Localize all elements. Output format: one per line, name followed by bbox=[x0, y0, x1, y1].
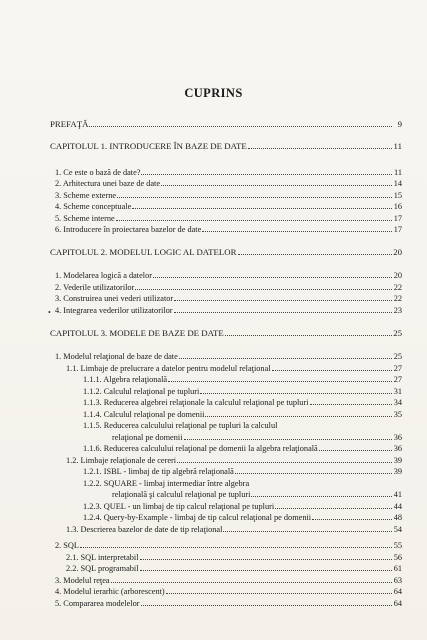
toc-entry-label: 5. Scheme interne bbox=[55, 214, 115, 223]
toc-page-number: 22 bbox=[393, 294, 402, 303]
toc-page-number: 61 bbox=[393, 564, 402, 573]
toc-page-number: 55 bbox=[393, 541, 402, 550]
dot-leader bbox=[153, 277, 392, 278]
toc-entry-label: 1. Ce este o bază de date? bbox=[55, 168, 141, 177]
dot-leader bbox=[223, 531, 392, 532]
toc-page-number: 27 bbox=[393, 364, 402, 373]
toc-page-number: 64 bbox=[393, 587, 402, 596]
toc-chapter-row bbox=[50, 247, 402, 258]
toc-entry-label: 1.2.3. QUEL - un limbaj de tip calcul relaţional pe tupluri bbox=[83, 502, 275, 511]
toc-page-number: 9 bbox=[397, 119, 402, 129]
toc-entry-label: 1. Modelul relaţional de baze de date bbox=[55, 352, 178, 361]
toc-entry-label: 3. Modelul reţea bbox=[55, 576, 110, 585]
dot-leader bbox=[166, 593, 392, 594]
dot-leader bbox=[200, 393, 392, 394]
toc-page-number: 44 bbox=[393, 502, 402, 511]
toc-entry-label: CAPITOLUL 3. MODELE DE BAZE DE DATE bbox=[50, 328, 224, 338]
toc-row bbox=[83, 386, 402, 397]
toc-row bbox=[55, 270, 402, 281]
toc-page-number: 35 bbox=[393, 410, 402, 419]
toc-row bbox=[55, 190, 402, 201]
toc-page-number: 15 bbox=[393, 191, 402, 200]
toc-page-number: 63 bbox=[393, 576, 402, 585]
toc-row bbox=[55, 305, 402, 316]
dot-leader bbox=[202, 231, 392, 232]
toc-page-number: 14 bbox=[393, 179, 402, 188]
toc-entry-label: CAPITOLUL 2. MODELUL LOGIC AL DATELOR bbox=[50, 247, 237, 257]
toc-row bbox=[55, 178, 402, 189]
toc-entry-label: 2. Arhitectura unei baze de date bbox=[55, 179, 161, 188]
dot-leader bbox=[80, 547, 392, 548]
toc-entry-label: 1.1.2. Calculul relaţional pe tupluri bbox=[83, 387, 200, 396]
toc-entry-label: 1.1.6. Reducerea calculului relaţional pe domenii la algebra relaţională bbox=[83, 444, 318, 453]
toc-entry-label: relaţional pe domenii bbox=[112, 433, 183, 442]
toc-row bbox=[55, 575, 402, 586]
toc-page-number: 16 bbox=[393, 202, 402, 211]
toc-entry-label: 1.2. Limbaje relaţionale de cereri bbox=[66, 456, 177, 465]
toc-entry-label: 5. Compararea modelelor bbox=[55, 599, 140, 608]
margin-mark: • bbox=[48, 308, 51, 317]
toc-entry-label: 1.2.4. Query-by-Example - limbaj de tip calcul relaţional pe domenii bbox=[83, 513, 312, 522]
dot-leader bbox=[310, 404, 392, 405]
toc-entry-label: 1.1.4. Calculul relaţional pe domenii bbox=[83, 410, 205, 419]
toc-entry-label: 2. Vederile utilizatorilor bbox=[55, 283, 135, 292]
dot-leader bbox=[135, 289, 392, 290]
toc-page-number: 39 bbox=[393, 456, 402, 465]
toc-page-number: 25 bbox=[393, 328, 402, 338]
toc-row bbox=[55, 167, 402, 178]
toc-row bbox=[55, 213, 402, 224]
toc-entry-label: 2.2. SQL programabil bbox=[66, 564, 139, 573]
toc-row bbox=[66, 524, 402, 535]
toc-chapter-row bbox=[50, 119, 402, 130]
toc-entry-label: 1.1.5. Reducerea calculului relaţional pe tupluri la calculul bbox=[83, 421, 278, 430]
toc-page-number: 31 bbox=[393, 387, 402, 396]
dot-leader bbox=[177, 462, 392, 463]
toc-row bbox=[83, 443, 402, 454]
toc-row bbox=[83, 397, 402, 408]
toc-page-number: 20 bbox=[393, 271, 402, 280]
toc-row bbox=[55, 540, 402, 551]
dot-leader bbox=[179, 358, 392, 359]
toc-entry-label: PREFAŢĂ bbox=[50, 119, 89, 129]
toc-row bbox=[55, 586, 402, 597]
toc-page-number: 22 bbox=[393, 283, 402, 292]
toc-row bbox=[55, 293, 402, 304]
dot-leader bbox=[319, 450, 392, 451]
dot-leader bbox=[238, 254, 392, 255]
toc-entry-label: 6. Introducere în proiectarea bazelor de date bbox=[55, 225, 202, 234]
toc-entry-label: relaţională şi calculul relaţional pe tupluri bbox=[112, 490, 251, 499]
toc-entry-label: 4. Integrarea vederilor utilizatorilor bbox=[55, 306, 173, 315]
toc-row bbox=[83, 512, 402, 523]
toc-page-number: 17 bbox=[393, 214, 402, 223]
toc-row bbox=[66, 552, 402, 563]
dot-leader bbox=[140, 570, 392, 571]
toc-entry-label: 2. SQL bbox=[55, 541, 79, 550]
toc-page-number: 56 bbox=[393, 553, 402, 562]
toc-row bbox=[55, 201, 402, 212]
toc-page-number: 64 bbox=[393, 599, 402, 608]
toc-row bbox=[66, 363, 402, 374]
dot-leader bbox=[161, 185, 392, 186]
toc-entry-label: CAPITOLUL 1. INTRODUCERE ÎN BAZE DE DATE bbox=[50, 141, 247, 151]
toc-row bbox=[83, 420, 402, 431]
toc-page-number: 25 bbox=[393, 352, 402, 361]
toc-row bbox=[83, 501, 402, 512]
toc-page-number: 54 bbox=[393, 525, 402, 534]
toc-entry-label: 3. Construirea unei vederi utilizator bbox=[55, 294, 174, 303]
toc-entry-label: 3. Scheme externe bbox=[55, 191, 117, 200]
toc-page-number: 34 bbox=[393, 398, 402, 407]
toc-row bbox=[83, 374, 402, 385]
toc-row bbox=[55, 351, 402, 362]
dot-leader bbox=[251, 496, 392, 497]
toc-page-number: 41 bbox=[393, 490, 402, 499]
toc-row bbox=[83, 466, 402, 477]
dot-leader bbox=[116, 220, 392, 221]
toc-entry-label: 1.2.1. ISBL - limbaj de tip algebră relaţională bbox=[83, 467, 234, 476]
toc-page-number: 36 bbox=[393, 433, 402, 442]
dot-leader bbox=[174, 312, 393, 313]
dot-leader bbox=[132, 208, 392, 209]
toc-entry-label: 1.1. Limbaje de prelucrare a datelor pentru modelul relaţional bbox=[66, 364, 271, 373]
toc-page-number: 27 bbox=[393, 375, 402, 384]
dot-leader bbox=[248, 148, 392, 149]
toc-page-number: 23 bbox=[393, 306, 402, 315]
dot-leader bbox=[141, 174, 392, 175]
dot-leader bbox=[168, 381, 392, 382]
toc-page-number: 17 bbox=[393, 225, 402, 234]
toc-page-number: 39 bbox=[393, 467, 402, 476]
dot-leader bbox=[89, 126, 392, 127]
dot-leader bbox=[312, 519, 392, 520]
dot-leader bbox=[184, 439, 393, 440]
dot-leader bbox=[235, 473, 392, 474]
toc-entry-label: 4. Scheme conceptuale bbox=[55, 202, 132, 211]
toc-row bbox=[55, 224, 402, 235]
dot-leader bbox=[140, 559, 392, 560]
toc-entry-label: 4. Modelul ierarhic (arborescent) bbox=[55, 587, 165, 596]
toc-row bbox=[83, 409, 402, 420]
toc-entry-label: 1. Modelarea logică a datelor bbox=[55, 271, 152, 280]
toc-chapter-row bbox=[50, 141, 402, 152]
toc-row bbox=[112, 489, 402, 500]
dot-leader bbox=[117, 197, 392, 198]
toc-row bbox=[55, 282, 402, 293]
toc-row bbox=[66, 455, 402, 466]
dot-leader bbox=[275, 508, 392, 509]
dot-leader bbox=[141, 605, 392, 606]
toc-page-number: 36 bbox=[393, 444, 402, 453]
toc-row bbox=[66, 563, 402, 574]
toc-entry-label: 1.1.1. Algebra relaţională bbox=[83, 375, 168, 384]
toc-page-number: 20 bbox=[393, 247, 402, 257]
toc-row bbox=[55, 598, 402, 609]
dot-leader bbox=[205, 416, 392, 417]
toc-row bbox=[83, 478, 402, 489]
toc-page-number: 48 bbox=[393, 513, 402, 522]
dot-leader bbox=[225, 335, 392, 336]
toc-entry-label: 1.2.2. SQUARE - limbaj intermediar între algebra bbox=[83, 479, 250, 488]
dot-leader bbox=[272, 370, 392, 371]
toc-page-number: 11 bbox=[394, 168, 402, 177]
page-title: CUPRINS bbox=[184, 86, 243, 100]
toc-entry-label: 1.1.3. Reducerea algebrei relaţionale la calculul relaţional pe tupluri bbox=[83, 398, 309, 407]
toc-entry-label: 1.3. Descrierea bazelor de date de tip relaţional bbox=[66, 525, 223, 534]
toc-row bbox=[112, 432, 402, 443]
dot-leader bbox=[111, 582, 392, 583]
toc-page-number: 11 bbox=[393, 141, 402, 151]
dot-leader bbox=[174, 300, 392, 301]
toc-chapter-row bbox=[50, 328, 402, 339]
toc-entry-label: 2.1. SQL interpretabil bbox=[66, 553, 139, 562]
